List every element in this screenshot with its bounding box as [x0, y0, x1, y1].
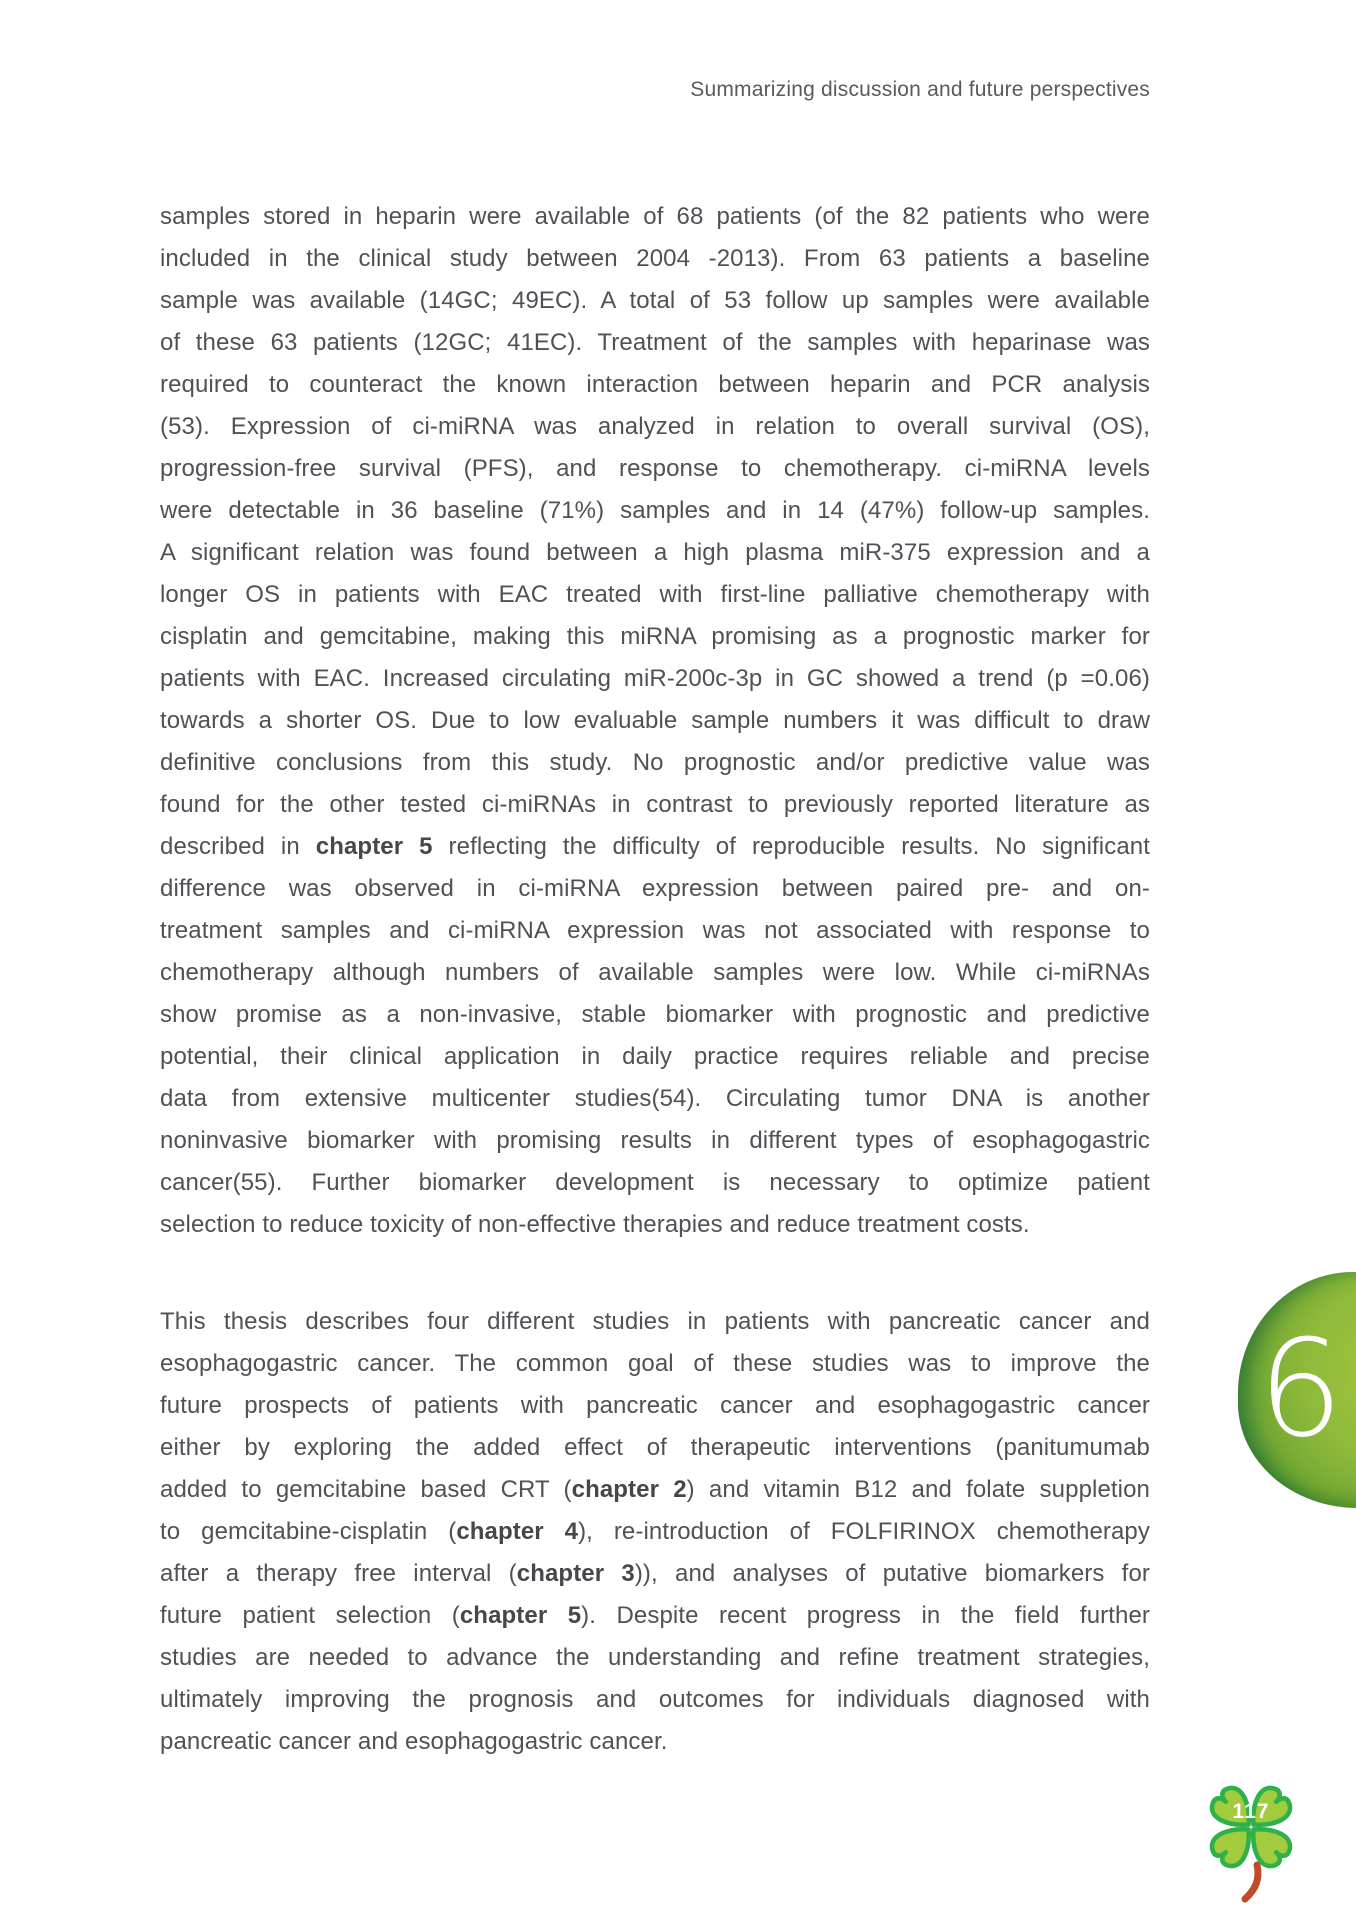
text-line: chemotherapy although numbers of available samples were low. While ci-miRNAs — [160, 959, 1150, 986]
text-line: cancer(55). Further biomarker development is necessary to optimize patient — [160, 1169, 1150, 1196]
text-line: future prospects of patients with pancreatic cancer and esophagogastric cancer — [160, 1392, 1150, 1419]
text-line: longer OS in patients with EAC treated with first-line palliative chemotherapy with — [160, 581, 1150, 608]
text-line: A significant relation was found between a high plasma miR-375 expression and a — [160, 539, 1150, 566]
text-line: required to counteract the known interaction between heparin and PCR analysis — [160, 371, 1150, 398]
text-line: after a therapy free interval (chapter 3)), and analyses of putative biomarkers for — [160, 1560, 1150, 1587]
page-number: 117 — [1232, 1800, 1270, 1823]
body-text — [160, 196, 1150, 1763]
text-line: were detectable in 36 baseline (71%) samples and in 14 (47%) follow-up samples. — [160, 497, 1150, 524]
text-line: samples stored in heparin were available of 68 patients (of the 82 patients who were — [160, 203, 1150, 230]
chapter-number: 6 — [1258, 1311, 1344, 1467]
clover-page-ornament — [1203, 1783, 1299, 1909]
text-line: future patient selection (chapter 5). Despite recent progress in the field further — [160, 1602, 1150, 1629]
text-line: This thesis describes four different studies in patients with pancreatic cancer and — [160, 1308, 1150, 1335]
text-line: ultimately improving the prognosis and outcomes for individuals diagnosed with — [160, 1686, 1150, 1713]
text-line: either by exploring the added effect of therapeutic interventions (panitumumab — [160, 1434, 1150, 1461]
text-line: sample was available (14GC; 49EC). A total of 53 follow up samples were available — [160, 287, 1150, 314]
text-line: (53). Expression of ci-miRNA was analyzed in relation to overall survival (OS), — [160, 413, 1150, 440]
text-line: definitive conclusions from this study. No prognostic and/or predictive value was — [160, 749, 1150, 776]
text-line: to gemcitabine-cisplatin (chapter 4), re-introduction of FOLFIRINOX chemotherapy — [160, 1518, 1150, 1545]
text-line: progression-free survival (PFS), and response to chemotherapy. ci-miRNA levels — [160, 455, 1150, 482]
text-line: show promise as a non-invasive, stable biomarker with prognostic and predictive — [160, 1001, 1150, 1028]
text-line: of these 63 patients (12GC; 41EC). Treatment of the samples with heparinase was — [160, 329, 1150, 356]
text-line: data from extensive multicenter studies(54). Circulating tumor DNA is another — [160, 1085, 1150, 1112]
chapter-tab — [1238, 1272, 1356, 1508]
text-line: esophagogastric cancer. The common goal of these studies was to improve the — [160, 1350, 1150, 1377]
text-line: cisplatin and gemcitabine, making this miRNA promising as a prognostic marker for — [160, 623, 1150, 650]
text-line: found for the other tested ci-miRNAs in contrast to previously reported literature as — [160, 791, 1150, 818]
text-line: treatment samples and ci-miRNA expression was not associated with response to — [160, 917, 1150, 944]
running-header: Summarizing discussion and future perspectives — [690, 78, 1150, 101]
text-line: pancreatic cancer and esophagogastric cancer. — [160, 1728, 668, 1755]
text-line: towards a shorter OS. Due to low evaluable sample numbers it was difficult to draw — [160, 707, 1150, 734]
text-line: described in chapter 5 reflecting the difficulty of reproducible results. No significant — [160, 833, 1150, 860]
text-line: noninvasive biomarker with promising results in different types of esophagogastric — [160, 1127, 1150, 1154]
text-line: studies are needed to advance the understanding and refine treatment strategies, — [160, 1644, 1150, 1671]
text-line: patients with EAC. Increased circulating miR-200c-3p in GC showed a trend (p =0.06) — [160, 665, 1150, 692]
text-line: added to gemcitabine based CRT (chapter 2) and vitamin B12 and folate suppletion — [160, 1476, 1150, 1503]
paragraph — [160, 1301, 1150, 1763]
paragraph — [160, 196, 1150, 1246]
text-line: included in the clinical study between 2004 -2013). From 63 patients a baseline — [160, 245, 1150, 272]
text-line: selection to reduce toxicity of non-effective therapies and reduce treatment costs. — [160, 1211, 1030, 1238]
text-line: potential, their clinical application in daily practice requires reliable and precise — [160, 1043, 1150, 1070]
text-line: difference was observed in ci-miRNA expression between paired pre- and on- — [160, 875, 1150, 902]
